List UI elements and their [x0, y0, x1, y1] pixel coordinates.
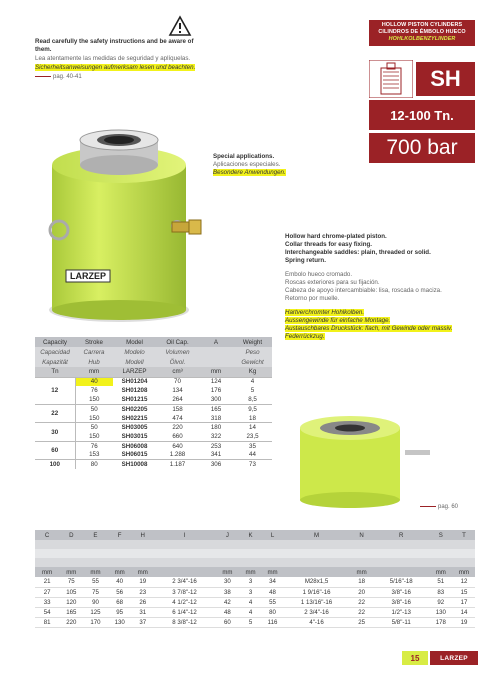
cell: 40 [108, 577, 132, 587]
cell: 83 [429, 587, 453, 597]
table-row [35, 405, 272, 414]
cell: mm [215, 567, 239, 577]
cell [240, 540, 262, 549]
cell: 3 [240, 587, 262, 597]
cell: Kapazität [35, 357, 75, 367]
cell [108, 558, 132, 567]
dim-header-spacer-1 [35, 540, 475, 549]
cell [374, 567, 429, 577]
cell: 158 [156, 405, 199, 414]
cell: 264 [172, 396, 183, 404]
cell: S [429, 530, 453, 540]
safety-page-ref[interactable]: pag. 40-41 [35, 73, 200, 81]
cell: 55 [83, 577, 107, 587]
cell: 8,5 [248, 396, 257, 404]
spec-header-en [35, 337, 272, 347]
cell: 660 [172, 432, 183, 440]
cell: mm [453, 567, 475, 577]
feature-es-3: Retorno por muelle. [285, 295, 340, 302]
cell [154, 567, 216, 577]
cell: 18 [350, 577, 374, 587]
cell: mm [262, 567, 284, 577]
cell [453, 540, 475, 549]
cell [350, 558, 374, 567]
cell: 134 [172, 387, 183, 395]
cell: 130 [108, 617, 132, 627]
cell [132, 549, 154, 558]
dim-header-spacer-3 [35, 558, 475, 567]
cell: 75 [59, 577, 83, 587]
model-cell: SH03015 [121, 432, 148, 440]
cell: 318 [210, 414, 222, 422]
cell: 640 [156, 441, 199, 450]
dim-header-letters [35, 530, 475, 540]
title-de: HOHLKOLBENZYLINDER [388, 36, 456, 42]
cell: 150 [89, 396, 100, 404]
capacity-cell: 100 [35, 460, 75, 469]
cell: 12 [453, 577, 475, 587]
cell: 165 [59, 607, 83, 617]
cell: 4 [240, 607, 262, 617]
drawing-page-ref[interactable]: pag. 60 [420, 504, 458, 510]
cell [154, 558, 216, 567]
cell [132, 540, 154, 549]
cell [59, 540, 83, 549]
cell [83, 558, 107, 567]
cell: 474 [172, 414, 183, 422]
cell: 73 [233, 460, 272, 469]
cell: 6 1/4"-12 [154, 607, 216, 617]
cell: 70 [156, 377, 199, 386]
cell: 116 [262, 617, 284, 627]
cell: 14 [233, 423, 272, 432]
safety-es: Lea atentamente las medidas de seguridad y aplíquelas. [35, 55, 191, 62]
model-cell: SH02205 [113, 405, 156, 414]
cell: 81 [35, 617, 59, 627]
cell: 3/8"-16 [374, 587, 429, 597]
features-es [285, 271, 465, 303]
cell: Gewicht [233, 357, 272, 367]
cell: 19 [132, 577, 154, 587]
model-cell: SH01208 [121, 387, 148, 395]
cell: T [453, 530, 475, 540]
cell [240, 558, 262, 567]
cell [35, 549, 59, 558]
cell: 20 [350, 587, 374, 597]
cell: 300 [210, 396, 222, 404]
cell [154, 540, 216, 549]
cell: F [108, 530, 132, 540]
cell: 4"-16 [284, 617, 350, 627]
cell: 38 [215, 587, 239, 597]
cell: 80 [75, 460, 113, 469]
cell [59, 549, 83, 558]
cell: 1 13/16"-16 [284, 597, 350, 607]
spec-header-es [35, 347, 272, 357]
cell: 48 [262, 587, 284, 597]
cell [429, 549, 453, 558]
cell [374, 558, 429, 567]
cell [453, 558, 475, 567]
cylinder-photo [32, 110, 207, 325]
footer-logo: LARZEP [430, 651, 478, 665]
tonnage-range: 12-100 Tn. [369, 100, 475, 130]
cell: 55 [262, 597, 284, 607]
cell: R [374, 530, 429, 540]
cell: mm [83, 567, 107, 577]
cell: Weight [233, 337, 272, 347]
cell: 1.288 [169, 451, 186, 459]
table-row [35, 577, 475, 587]
cell: 125 [83, 607, 107, 617]
cell: 2 3/4"-16 [284, 607, 350, 617]
cell: 27 [35, 587, 59, 597]
table-row [35, 423, 272, 432]
cell [374, 549, 429, 558]
cell: 42 [215, 597, 239, 607]
cell: E [83, 530, 107, 540]
cell: mm [429, 567, 453, 577]
cell: 34 [262, 577, 284, 587]
capacity-cell: 22 [35, 405, 75, 423]
cell: 76 [75, 441, 113, 450]
cell: 3/8"-16 [374, 597, 429, 607]
cell: N [350, 530, 374, 540]
cell: mm [59, 567, 83, 577]
table-row [35, 441, 272, 450]
feature-es-1: Roscas exteriores para su fijación. [285, 279, 380, 286]
cell [35, 558, 59, 567]
table-row [35, 597, 475, 607]
cell [374, 540, 429, 549]
cell: Modell [113, 357, 156, 367]
feature-en-2: Interchangeable saddles: plain, threaded or solid. [285, 249, 431, 256]
cell: 341 [210, 451, 222, 459]
special-es: Aplicaciones especiales. [213, 161, 281, 168]
cell: Hub [75, 357, 113, 367]
cell [59, 558, 83, 567]
pressure-rating: 700 bar [369, 133, 475, 163]
spec-header-de [35, 357, 272, 367]
table-row [35, 587, 475, 597]
cell [108, 549, 132, 558]
cell [262, 540, 284, 549]
cell: 14 [453, 607, 475, 617]
cell [83, 540, 107, 549]
cell: mm [132, 567, 154, 577]
cell: 5 [250, 387, 255, 395]
cell: 23 [132, 587, 154, 597]
cell: mm [199, 367, 233, 377]
cell [429, 558, 453, 567]
cell: mm [35, 567, 59, 577]
cell: mm [75, 367, 113, 377]
cell [262, 549, 284, 558]
cell: Volumen [156, 347, 199, 357]
cell [284, 558, 350, 567]
cell: mm [108, 567, 132, 577]
cell: 26 [132, 597, 154, 607]
cell: D [59, 530, 83, 540]
cell: 178 [429, 617, 453, 627]
capacity-cell: 60 [35, 441, 75, 459]
cell: 54 [35, 607, 59, 617]
cell: 4 [233, 377, 272, 386]
cell: 130 [429, 607, 453, 617]
table-row [35, 607, 475, 617]
title-en: HOLLOW PISTON CYLINDERS [381, 22, 463, 28]
cell [154, 549, 216, 558]
table-row [35, 617, 475, 627]
cell: 220 [59, 617, 83, 627]
cell: 5/8"-11 [374, 617, 429, 627]
cell [108, 540, 132, 549]
cell: 17 [453, 597, 475, 607]
cell [132, 558, 154, 567]
model-cell: SH02215 [121, 414, 148, 422]
cell: 5 [240, 617, 262, 627]
cell: A [199, 337, 233, 347]
cell: mm [350, 567, 374, 577]
cell: 35 [233, 441, 272, 450]
spec-units [35, 367, 272, 377]
safety-de: Sicherheitsanweisungen aufmerksam lesen und beachten. [35, 64, 196, 71]
series-code: SH [416, 62, 475, 96]
cell: 56 [108, 587, 132, 597]
cell: Stroke [75, 337, 113, 347]
cell [83, 549, 107, 558]
cell: 76 [90, 387, 98, 395]
cell: 92 [429, 597, 453, 607]
cell: 105 [59, 587, 83, 597]
feature-es-0: Embolo hueco cromado. [285, 271, 353, 278]
cell: M28x1,5 [284, 577, 350, 587]
cell: 153 [89, 451, 100, 459]
cell: 48 [215, 607, 239, 617]
cell: 150 [89, 432, 100, 440]
cylinder-drawing-icon [369, 60, 413, 98]
feature-de-1: Aussengewinde für einfache Montage. [285, 317, 391, 324]
cell: Modelo [113, 347, 156, 357]
dim-header-spacer-2 [35, 549, 475, 558]
cell: 33 [35, 597, 59, 607]
cell: 60 [215, 617, 239, 627]
cell [215, 549, 239, 558]
cell: 19 [453, 617, 475, 627]
warning-icon [168, 15, 192, 37]
model-cell: SH01215 [121, 396, 148, 404]
cell: Carrera [75, 347, 113, 357]
safety-en: Read carefully the safety instructions and be aware of them. [35, 38, 194, 53]
feature-de-3: Federrückzug. [285, 333, 325, 340]
cell: 95 [108, 607, 132, 617]
dimension-drawing [275, 410, 450, 510]
model-cell: SH06008 [113, 441, 156, 450]
cell: 37 [132, 617, 154, 627]
cell: 51 [429, 577, 453, 587]
cell: 1 9/16"-16 [284, 587, 350, 597]
cell: C [35, 530, 59, 540]
feature-en-3: Spring return. [285, 257, 326, 264]
capacity-cell: 12 [35, 377, 75, 405]
cell: 4 1/2"-12 [154, 597, 216, 607]
cell: 120 [59, 597, 83, 607]
cell: 124 [199, 377, 233, 386]
cell: 306 [199, 460, 233, 469]
cell: 1/2"-13 [374, 607, 429, 617]
cell [284, 567, 350, 577]
cell [240, 549, 262, 558]
feature-es-2: Cabeza de apoyo intercambiable: lisa, roscada o maciza. [285, 287, 442, 294]
cell [199, 357, 233, 367]
feature-en-1: Collar threads for easy fixing. [285, 241, 372, 248]
capacity-cell: 30 [35, 423, 75, 441]
cell [35, 540, 59, 549]
title-es: CILINDROS DE ÉMBOLO HUECO [378, 29, 466, 35]
cell [199, 347, 233, 357]
cell: Model [113, 337, 156, 347]
special-de: Besondere Anwendungen. [213, 169, 286, 176]
spec-table [35, 337, 272, 469]
cell: Oil Cap. [156, 337, 199, 347]
cell: 2 3/4"-16 [154, 577, 216, 587]
special-en: Special applications. [213, 153, 275, 160]
cell [284, 549, 350, 558]
cell: 22 [350, 597, 374, 607]
cell: 23,5 [246, 432, 259, 440]
cell: I [154, 530, 216, 540]
feature-en-0: Hollow hard chrome-plated piston. [285, 233, 387, 240]
dimension-table [35, 530, 475, 628]
features-en [285, 233, 465, 265]
cell [429, 540, 453, 549]
cell: 50 [75, 405, 113, 414]
cell: 180 [199, 423, 233, 432]
cell: 5/16"-18 [374, 577, 429, 587]
cell: 18 [249, 414, 256, 422]
feature-de-0: Hartverchromter Hohlkolben. [285, 309, 365, 316]
cell: 31 [132, 607, 154, 617]
page-number: 15 [402, 651, 428, 665]
cell: 1.187 [156, 460, 199, 469]
cell: 253 [199, 441, 233, 450]
cell: 40 [75, 377, 113, 386]
cell: 90 [83, 597, 107, 607]
cell [453, 549, 475, 558]
cell: 4 [240, 597, 262, 607]
dim-header-units [35, 567, 475, 577]
features-block [285, 233, 465, 341]
cell: LARZEP [113, 367, 156, 377]
cell: 170 [83, 617, 107, 627]
cell: Peso [233, 347, 272, 357]
cell: mm [240, 567, 262, 577]
cell: Capacity [35, 337, 75, 347]
safety-block [35, 38, 200, 81]
cell: 44 [249, 451, 256, 459]
cell: 9,5 [233, 405, 272, 414]
cell: 165 [199, 405, 233, 414]
cell: 3 7/8"-12 [154, 587, 216, 597]
cell: 22 [350, 607, 374, 617]
cell: 15 [453, 587, 475, 597]
cell: 30 [215, 577, 239, 587]
cell: 25 [350, 617, 374, 627]
cell: M [284, 530, 350, 540]
cell: 150 [89, 414, 100, 422]
cell: 75 [83, 587, 107, 597]
cell [284, 540, 350, 549]
special-block [213, 153, 333, 177]
model-cell: SH01204 [113, 377, 156, 386]
cell: Kg [233, 367, 272, 377]
table-row [35, 377, 272, 386]
cell: 8 3/8"-12 [154, 617, 216, 627]
cell: K [240, 530, 262, 540]
cell: 68 [108, 597, 132, 607]
cell: J [215, 530, 239, 540]
cell: 21 [35, 577, 59, 587]
cell: 3 [240, 577, 262, 587]
cell: H [132, 530, 154, 540]
cell [350, 540, 374, 549]
cell: 176 [210, 387, 222, 395]
cell: Capacidad [35, 347, 75, 357]
model-cell: SH03005 [113, 423, 156, 432]
cell [215, 540, 239, 549]
header-title-block [369, 20, 475, 46]
cell: L [262, 530, 284, 540]
model-cell: SH06015 [121, 451, 148, 459]
table-row [35, 460, 272, 469]
cell: cm³ [156, 367, 199, 377]
cell [262, 558, 284, 567]
cell: Ölvol. [156, 357, 199, 367]
cell [215, 558, 239, 567]
cell: 80 [262, 607, 284, 617]
brand-label: LARZEP [70, 271, 106, 281]
features-de [285, 309, 465, 341]
feature-de-2: Austauschbares Druckstück: flach, mit Gewinde oder massiv. [285, 325, 453, 332]
cell: 220 [156, 423, 199, 432]
cell: 322 [210, 432, 222, 440]
cell: 50 [75, 423, 113, 432]
cell [350, 549, 374, 558]
cell: Tn [35, 367, 75, 377]
model-cell: SH10008 [113, 460, 156, 469]
